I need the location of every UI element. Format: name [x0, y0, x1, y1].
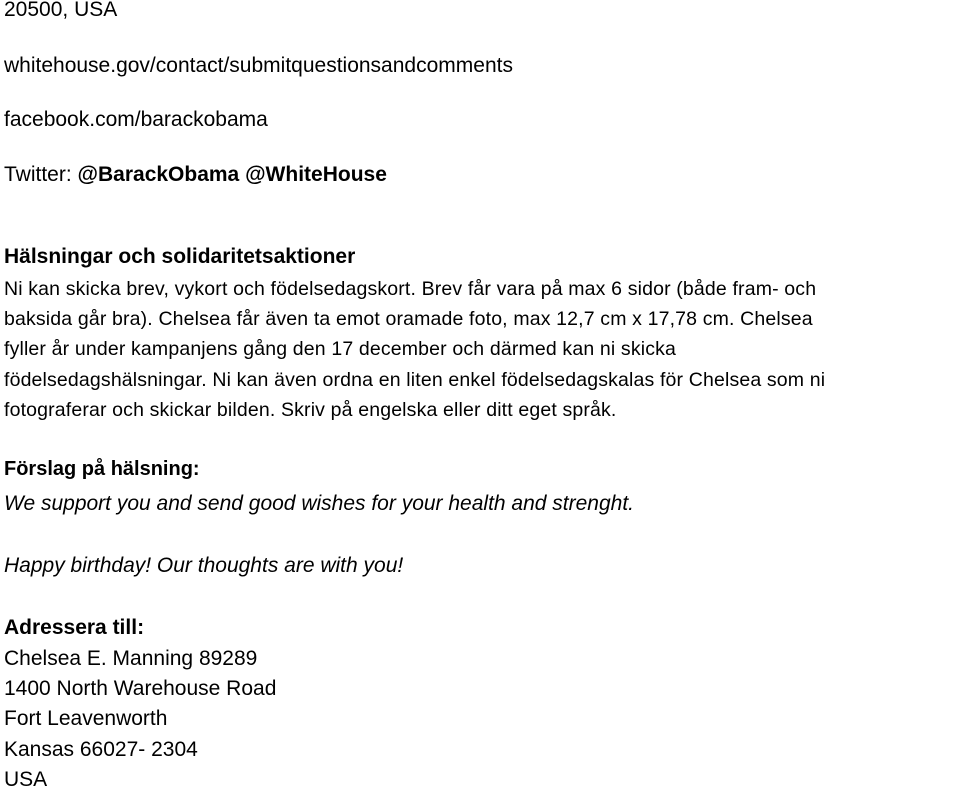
- contact-twitter: [4, 162, 387, 188]
- contact-website: whitehouse.gov/contact/submitquestionsandcomments: [4, 54, 513, 77]
- suggestion-line-2: Happy birthday! Our thoughts are with you!: [4, 554, 404, 577]
- contact-zip-country: 20500, USA: [4, 0, 118, 21]
- address-heading: Adressera till:: [4, 616, 145, 639]
- twitter-label: Twitter:: [4, 163, 78, 186]
- paragraph-line: fotograferar och skickar bilden. Skriv på engelska eller ditt eget språk.: [4, 398, 617, 421]
- suggestion-line-1: We support you and send good wishes for your health and strenght.: [4, 492, 635, 515]
- paragraph-line: fyller år under kampanjens gång den 17 december och därmed kan ni skicka: [4, 338, 677, 361]
- address-line: 1400 North Warehouse Road: [4, 677, 277, 700]
- paragraph-line: Ni kan skicka brev, vykort och födelsedagskort. Brev får vara på max 6 sidor (både fram- och: [4, 278, 817, 300]
- twitter-handles: @BarackObama @WhiteHouse: [77, 163, 387, 186]
- address-line: Kansas 66027- 2304: [4, 738, 198, 761]
- paragraph-line: baksida går bra). Chelsea får även ta emot oramade foto, max 12,7 cm x 17,78 cm. Chelsea: [4, 308, 813, 331]
- paragraph-line: födelsedagshälsningar. Ni kan även ordna en liten enkel födelsedagskalas för Chelsea som ni: [4, 368, 826, 391]
- address-line: Fort Leavenworth: [4, 707, 168, 730]
- address-line: Chelsea E. Manning 89289: [4, 647, 258, 670]
- contact-facebook: facebook.com/barackobama: [4, 108, 268, 131]
- greetings-paragraph: [4, 274, 956, 425]
- suggestion-heading: Förslag på hälsning:: [4, 458, 200, 480]
- greetings-heading: Hälsningar och solidaritetsaktioner: [4, 245, 356, 268]
- address-line: USA: [4, 768, 48, 791]
